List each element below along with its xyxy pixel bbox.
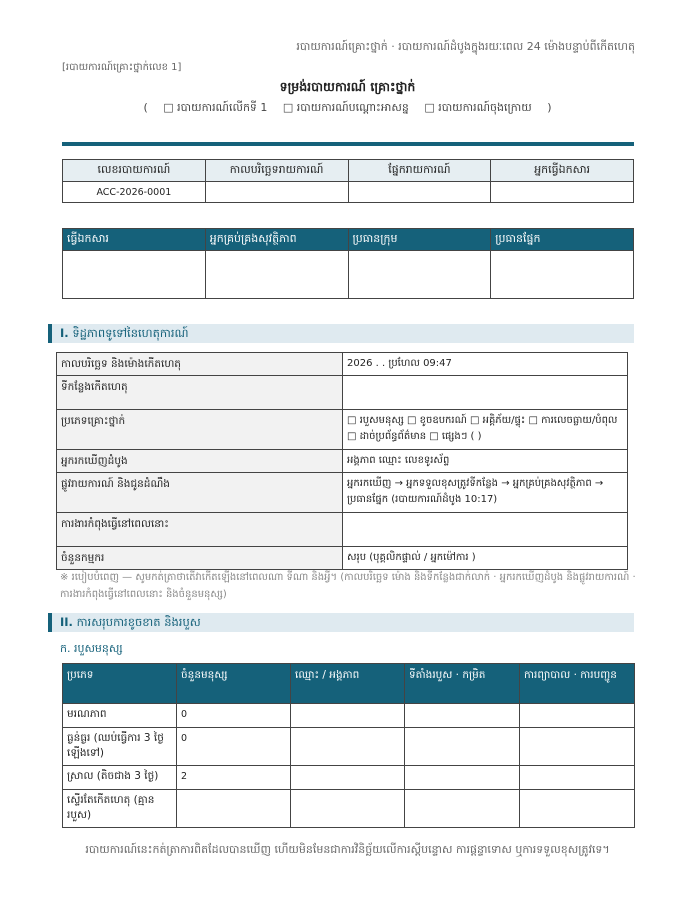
row-count-fatality[interactable]: 0 xyxy=(177,704,291,728)
row-site-minor[interactable] xyxy=(405,766,520,790)
row-treatment-serious[interactable] xyxy=(520,728,635,766)
option-first-report[interactable]: □ របាយការណ៍លើកទី 1 xyxy=(163,101,268,114)
signature-cell-safety[interactable] xyxy=(205,251,348,299)
row-value-workers[interactable]: សរុប (បុគ្គលិកផ្ទាល់ / អ្នកម៉ៅការ ) xyxy=(343,547,628,570)
row-treatment-minor[interactable] xyxy=(520,766,635,790)
row-name-fatality[interactable] xyxy=(291,704,405,728)
table-row xyxy=(63,728,635,766)
table-row xyxy=(63,251,634,299)
reporting-dept-value[interactable] xyxy=(348,182,491,203)
row-count-minor[interactable]: 2 xyxy=(177,766,291,790)
table-row xyxy=(57,353,628,376)
section-number: I. xyxy=(60,326,69,340)
row-label-accident-type: ប្រភេទគ្រោះថ្នាក់ xyxy=(57,410,343,450)
table-row xyxy=(57,450,628,473)
option-final-report[interactable]: □ របាយការណ៍ចុងក្រោយ xyxy=(424,101,532,114)
row-label-report-route: ផ្លូវរាយការណ៍ និងជូនដំណឹង xyxy=(57,473,343,513)
row-value-work-in-progress[interactable] xyxy=(343,513,628,547)
report-number-value[interactable]: ACC-2026-0001 xyxy=(63,182,206,203)
document-title: ទម្រង់របាយការណ៍ គ្រោះថ្នាក់ xyxy=(279,79,416,94)
table-row xyxy=(57,410,628,450)
table-row xyxy=(57,473,628,513)
row-treatment-near-miss[interactable] xyxy=(520,790,635,828)
section-heading-overview xyxy=(48,324,634,343)
row-count-serious[interactable]: 0 xyxy=(177,728,291,766)
signature-cell-prepared[interactable] xyxy=(63,251,206,299)
approval-table xyxy=(62,228,634,299)
row-type-near-miss: ស្ទើរតែកើតហេតុ (គ្មានរបួស) xyxy=(63,790,177,828)
header-report-date: កាលបរិច្ឆេទរាយការណ៍ xyxy=(205,160,348,182)
header-safety-manager: អ្នកគ្រប់គ្រងសុវត្ថិភាព xyxy=(205,229,348,251)
table-row xyxy=(57,547,628,570)
row-label-workers: ចំនួនកម្មករ xyxy=(57,547,343,570)
section-heading-damage xyxy=(48,613,634,632)
table-header-row xyxy=(63,160,634,182)
table-row xyxy=(63,704,635,728)
header-author: អ្នកធ្វើឯកសារ xyxy=(491,160,634,182)
subsection-title-injuries: ក. របួសមនុស្ស xyxy=(60,642,123,655)
row-type-serious: ធ្ងន់ធ្ងរ (ឈប់ធ្វើការ 3 ថ្ងៃឡើងទៅ) xyxy=(63,728,177,766)
row-site-near-miss[interactable] xyxy=(405,790,520,828)
header-prepared-by: ធ្វើឯកសារ xyxy=(63,229,206,251)
option-interim-report[interactable]: □ របាយការណ៍បណ្ដោះអាសន្ន xyxy=(282,101,409,114)
row-site-serious[interactable] xyxy=(405,728,520,766)
author-value[interactable] xyxy=(491,182,634,203)
header-injury-site: ទីតាំងរបួស · កម្រិត xyxy=(405,664,520,704)
report-number-label: [របាយការណ៍គ្រោះថ្នាក់លេខ 1] xyxy=(62,62,182,73)
row-treatment-fatality[interactable] xyxy=(520,704,635,728)
header-dept-head: ប្រធានផ្នែក xyxy=(491,229,634,251)
row-value-datetime[interactable]: 2026 . . ប្រហែល 09:47 xyxy=(343,353,628,376)
table-header-row xyxy=(63,229,634,251)
incident-overview-table xyxy=(56,352,628,570)
row-label-first-finder: អ្នករកឃើញដំបូង xyxy=(57,450,343,473)
row-name-minor[interactable] xyxy=(291,766,405,790)
section-title: ទិដ្ឋភាពទូទៅនៃហេតុការណ៍ xyxy=(72,326,189,340)
report-info-table xyxy=(62,159,634,203)
row-value-report-route[interactable]: អ្នករកឃើញ → អ្នកទទួលខុសត្រូវទីកន្លែង → អ្នកគ្រប់គ្រងសុវត្ថិភាព → ប្រធានផ្នែក (របាយការណ៍ដំបូង 10:17) xyxy=(343,473,628,513)
table-row xyxy=(57,376,628,410)
header-team-leader: ប្រធានក្រុម xyxy=(348,229,491,251)
section-title: ការសរុបការខូចខាត និងរបួស xyxy=(76,615,201,629)
row-name-near-miss[interactable] xyxy=(291,790,405,828)
options-close-paren: ) xyxy=(547,101,552,114)
header-treatment: ការព្យាបាល · ការបញ្ជូន xyxy=(520,664,635,704)
header-count: ចំនួនមនុស្ស xyxy=(177,664,291,704)
row-type-fatality: មរណភាព xyxy=(63,704,177,728)
header-report-number: លេខរបាយការណ៍ xyxy=(63,160,206,182)
table-row xyxy=(57,513,628,547)
header-subtitle: របាយការណ៍គ្រោះថ្នាក់ · របាយការណ៍ដំបូងក្នុងរយៈពេល 24 ម៉ោងបន្ទាប់ពីកើតហេតុ xyxy=(296,40,635,53)
row-value-location[interactable] xyxy=(343,376,628,410)
options-open-paren: ( xyxy=(143,101,148,114)
header-category: ប្រភេទ xyxy=(63,664,177,704)
row-site-fatality[interactable] xyxy=(405,704,520,728)
page-footer-note: របាយការណ៍នេះកត់ត្រាការពិតដែលបានឃើញ ហើយមិនមែនជាការវិនិច្ឆ័យលើការស្ដីបន្ទោស ការផ្ដន្ទាទោស ឬការទទួលខុសត្រូវទេ។ xyxy=(85,843,610,856)
table-header-row xyxy=(63,664,635,704)
table-row xyxy=(63,790,635,828)
signature-cell-dept[interactable] xyxy=(491,251,634,299)
row-value-first-finder[interactable]: អង្គភាព ឈ្មោះ លេខទូរស័ព្ទ xyxy=(343,450,628,473)
table-row xyxy=(63,766,635,790)
report-type-options xyxy=(0,101,695,117)
injury-table xyxy=(62,663,635,828)
header-reporting-dept: ផ្នែករាយការណ៍ xyxy=(348,160,491,182)
signature-cell-team[interactable] xyxy=(348,251,491,299)
row-label-location: ទីកន្លែងកើតហេតុ xyxy=(57,376,343,410)
header-divider xyxy=(62,142,634,146)
section-number: II. xyxy=(60,615,73,629)
row-value-accident-type[interactable]: □ របួសមនុស្ស □ ខូចឧបករណ៍ □ អគ្គិភ័យ/ផ្ទុះ □ ការលេចធ្លាយ/បំពុល □ ដាច់ប្រព័ន្ធព័ត៌មាន □ ផ្សេងៗ ( ) xyxy=(343,410,628,450)
row-label-datetime: កាលបរិច្ឆេទ និងម៉ោងកើតហេតុ xyxy=(57,353,343,376)
report-date-value[interactable] xyxy=(205,182,348,203)
row-label-work-in-progress: ការងារកំពុងធ្វើនៅពេលនោះ xyxy=(57,513,343,547)
table-row xyxy=(63,182,634,203)
row-type-minor: ស្រាល (តិចជាង 3 ថ្ងៃ) xyxy=(63,766,177,790)
row-name-serious[interactable] xyxy=(291,728,405,766)
row-count-near-miss[interactable] xyxy=(177,790,291,828)
instruction-note: ※ របៀបបំពេញ — សូមកត់ត្រាថាតើវាកើតឡើងនៅពេលណា ទីណា និងអ្វី។ (កាលបរិច្ឆេទ ម៉ោង និងទីកន្លែងជាក់លាក់ · អ្នករកឃើញដំបូង និងផ្លូវរាយការណ៍ · ការងារកំពុងធ្វើនៅពេលនោះ និងចំនួនមនុស្ស) xyxy=(60,572,636,600)
header-name-unit: ឈ្មោះ / អង្គភាព xyxy=(291,664,405,704)
